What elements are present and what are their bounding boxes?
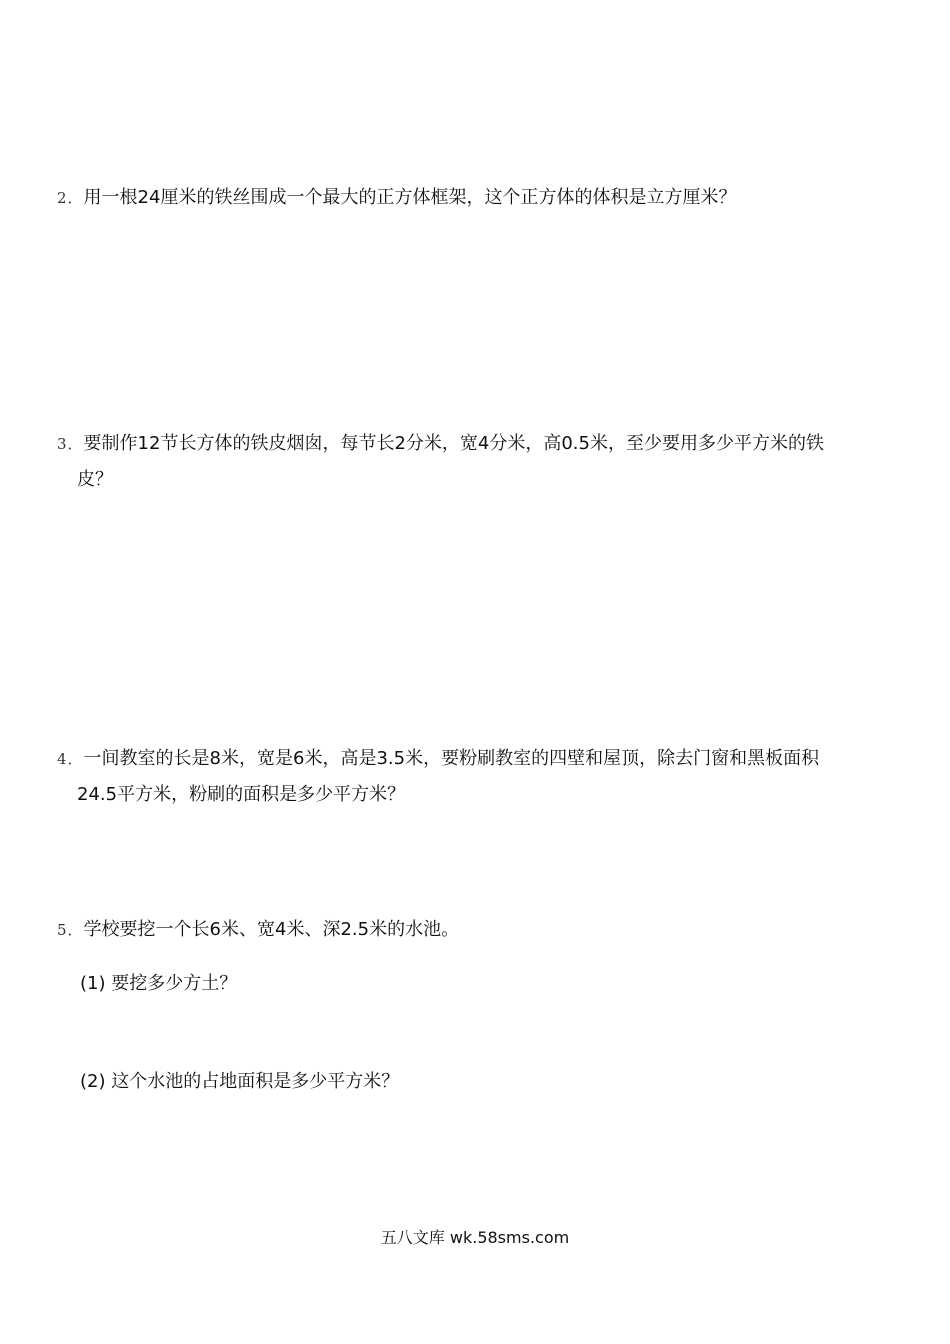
footer-watermark: 五八文库 wk.58sms.com [380, 1228, 570, 1247]
question-2 [57, 180, 897, 216]
question-text: 要制作12节长方体的铁皮烟囱，每节长2分米，宽4分米，高0.5米，至少要用多少平方米的铁 [83, 433, 824, 454]
question-number: 2． [57, 189, 84, 207]
question-line-2: 24.5平方米，粉刷的面积是多少平方米？ [77, 784, 406, 805]
question-line-1 [57, 741, 897, 777]
question-4 [57, 741, 897, 813]
question-5 [57, 912, 897, 948]
sub-question-1: (1) 要挖多少方土？ [80, 973, 238, 994]
question-number: 3． [57, 435, 84, 453]
question-number: 5． [57, 921, 84, 939]
question-text: 用一根24厘米的铁丝围成一个最大的正方体框架，这个正方体的体积是立方厘米？ [83, 187, 737, 208]
question-text: 学校要挖一个长6米、宽4米、深2.5米的水池。 [83, 919, 460, 940]
question-3 [57, 426, 897, 498]
question-text: 一间教室的长是8米，宽是6米，高是3.5米，要粉刷教室的四壁和屋顶，除去门窗和黑板面积 [83, 748, 820, 769]
question-line-1 [57, 426, 897, 462]
question-number: 4． [57, 750, 84, 768]
question-line-2: 皮？ [77, 469, 113, 490]
sub-question-2: (2) 这个水池的占地面积是多少平方米？ [80, 1071, 400, 1092]
